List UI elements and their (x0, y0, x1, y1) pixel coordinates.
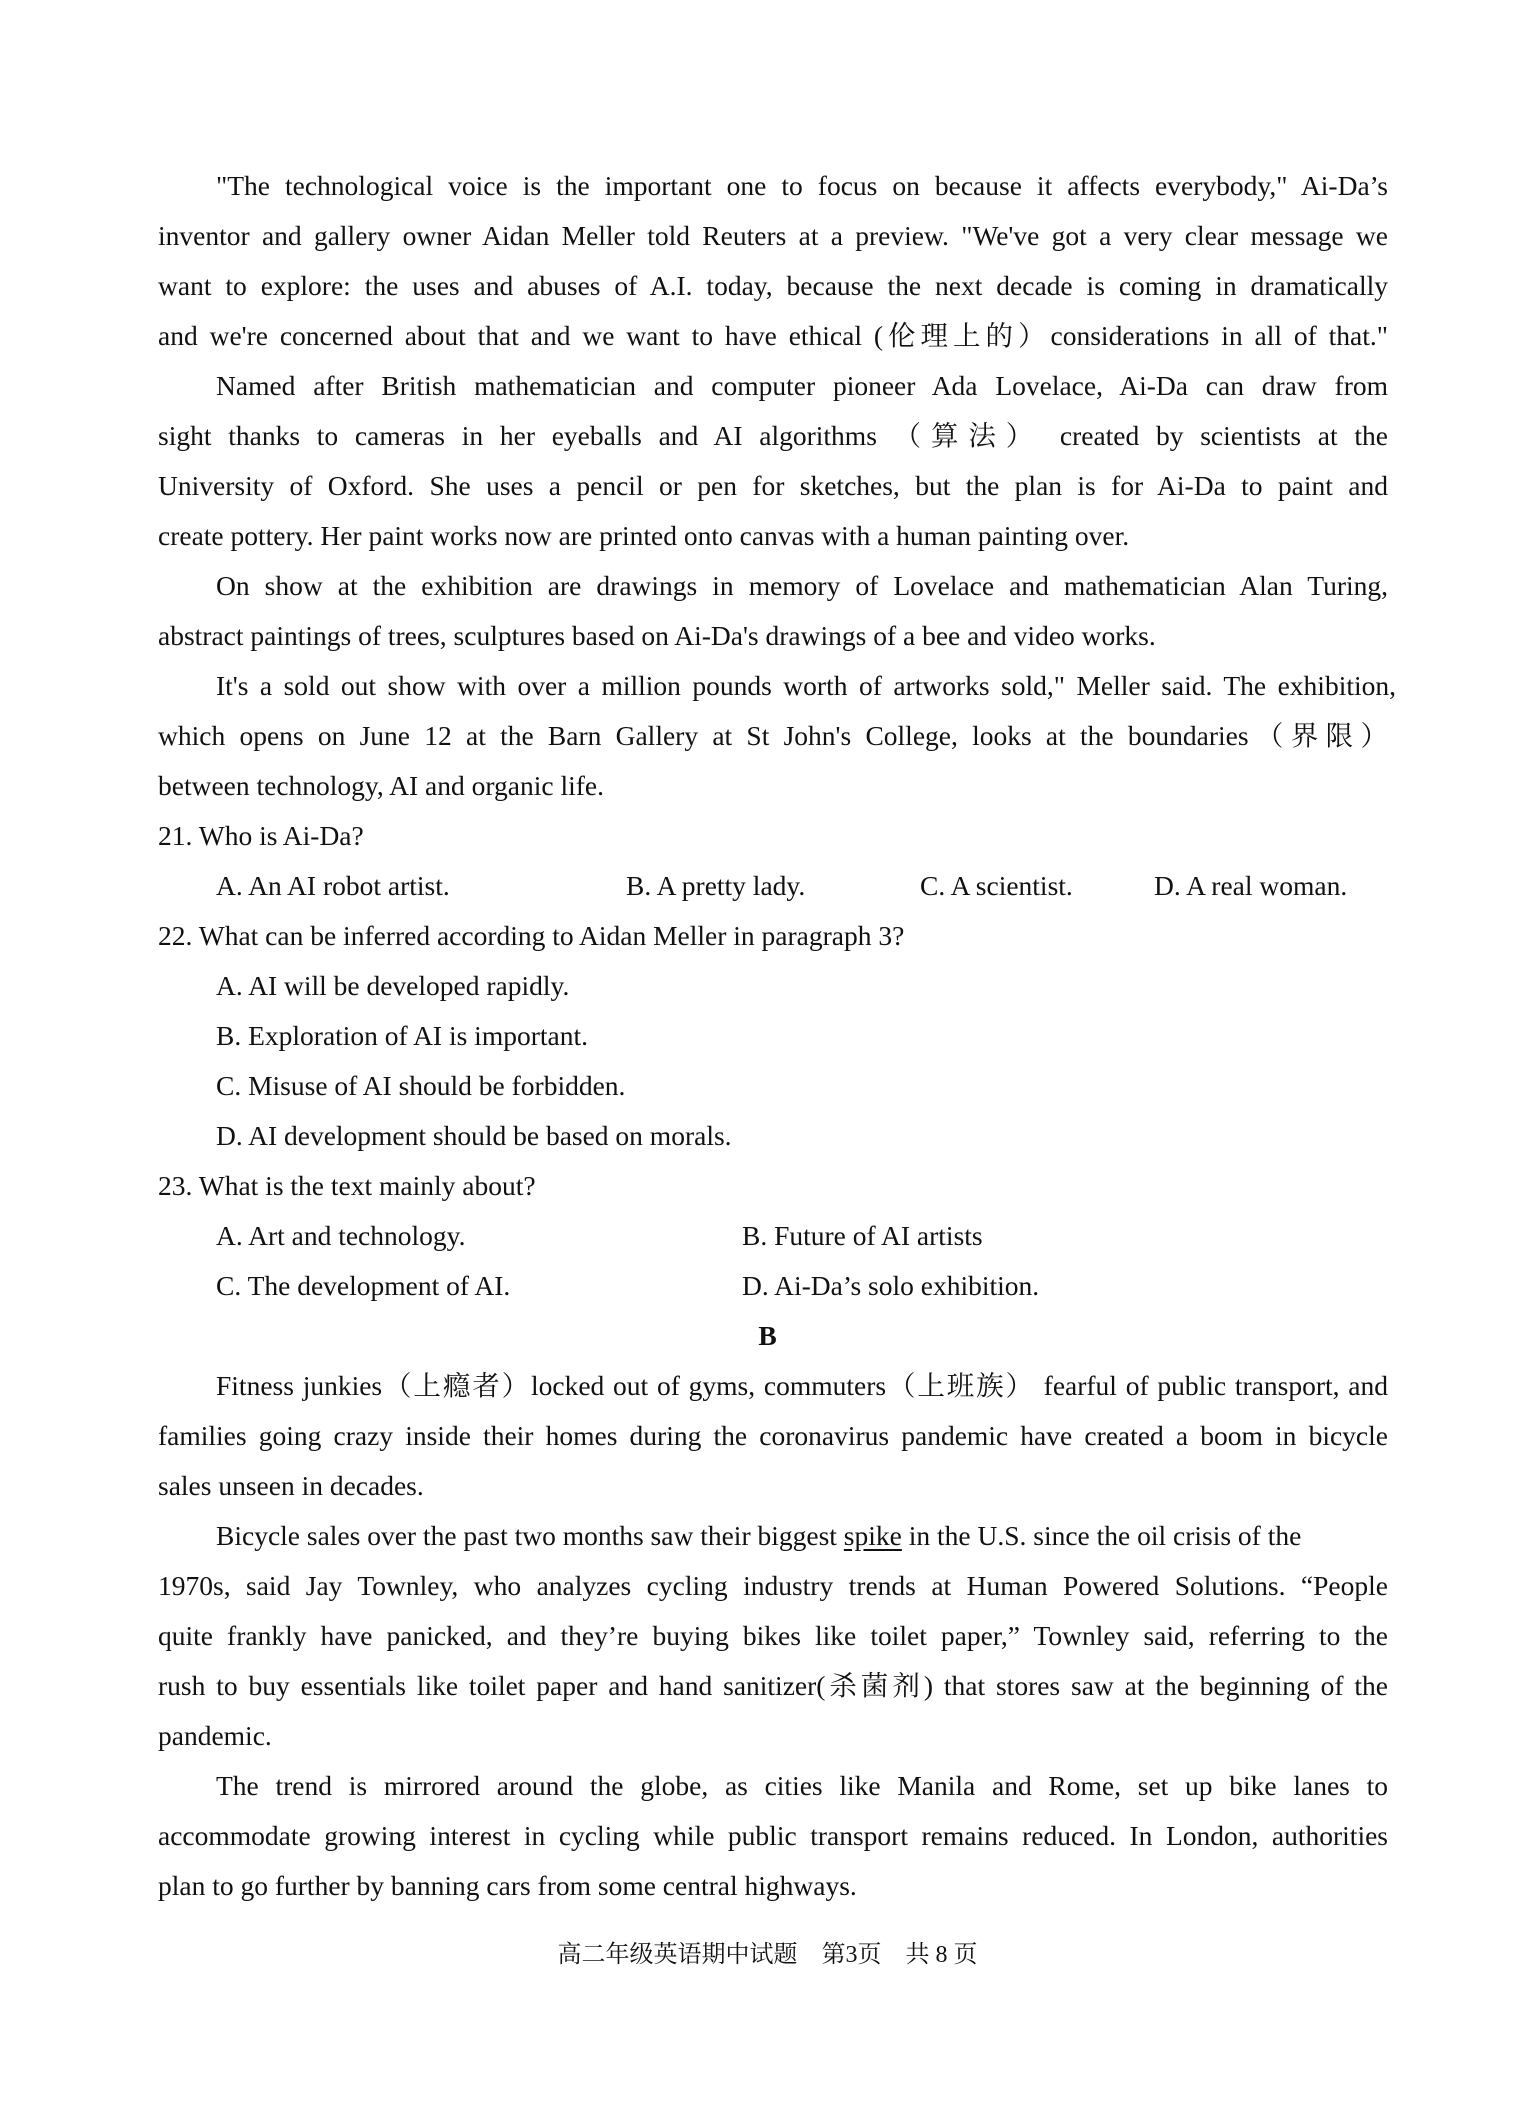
question-21-option-a: A. An AI robot artist. (216, 870, 450, 901)
paragraph-line: University of Oxford. She uses a pencil or pen for sketches, but the plan is for Ai-Da to paint and (158, 470, 1388, 501)
text-run: Bicycle sales over the past two months saw their biggest (216, 1520, 844, 1551)
section-b-heading: B (758, 1320, 777, 1351)
paragraph-line: pandemic. (158, 1720, 272, 1751)
paragraph-line: between technology, AI and organic life. (158, 770, 604, 801)
paragraph-line: plan to go further by banning cars from some central highways. (158, 1870, 857, 1901)
question-22-stem: 22. What can be inferred according to Aidan Meller in paragraph 3? (158, 920, 905, 951)
paragraph-line: abstract paintings of trees, sculptures based on Ai-Da's drawings of a bee and video works. (158, 620, 1156, 651)
paragraph-line: quite frankly have panicked, and they’re buying bikes like toilet paper,” Townley said, referring to the (158, 1620, 1388, 1651)
paragraph-line: "The technological voice is the important one to focus on because it affects everybody," Ai-Da’s (216, 170, 1388, 201)
question-22-option-a: A. AI will be developed rapidly. (216, 970, 570, 1001)
paragraph-line: Fitness junkies（上瘾者）locked out of gyms, commuters（上班族） fearful of public transport, and (216, 1370, 1388, 1401)
paragraph-line (216, 1518, 1388, 1554)
page-footer: 高二年级英语期中试题 第3页 共 8 页 (557, 1942, 978, 1968)
question-23-option-a: A. Art and technology. (216, 1220, 466, 1251)
paragraph-line: The trend is mirrored around the globe, as cities like Manila and Rome, set up bike lanes to (216, 1770, 1388, 1801)
question-22-option-b: B. Exploration of AI is important. (216, 1020, 588, 1051)
paragraph-line: It's a sold out show with over a million pounds worth of artworks sold," Meller said. The exhibition, (216, 670, 1396, 701)
question-23-option-b: B. Future of AI artists (742, 1220, 983, 1251)
paragraph-line: and we're concerned about that and we want to have ethical (伦理上的）considerations in all of that." (158, 320, 1388, 351)
question-21-option-b: B. A pretty lady. (626, 870, 806, 901)
paragraph-line: sight thanks to cameras in her eyeballs and AI algorithms （算法） created by scientists at the (158, 420, 1388, 451)
question-22-option-c: C. Misuse of AI should be forbidden. (216, 1070, 626, 1101)
paragraph-line: accommodate growing interest in cycling while public transport remains reduced. In London, authorities (158, 1820, 1388, 1851)
paragraph-line: 1970s, said Jay Townley, who analyzes cycling industry trends at Human Powered Solutions. “People (158, 1570, 1388, 1601)
paragraph-line: inventor and gallery owner Aidan Meller told Reuters at a preview. "We've got a very clear message we (158, 220, 1388, 251)
paragraph-line: which opens on June 12 at the Barn Gallery at St John's College, looks at the boundaries（界限） (158, 720, 1388, 751)
underlined-word: spike (843, 1520, 902, 1551)
text-run: in the U.S. since the oil crisis of the (901, 1520, 1302, 1551)
paragraph-line: On show at the exhibition are drawings in memory of Lovelace and mathematician Alan Turing, (216, 570, 1388, 601)
question-22-option-d: D. AI development should be based on morals. (216, 1120, 732, 1151)
question-21-stem: 21. Who is Ai-Da? (158, 820, 364, 851)
question-21-option-c: C. A scientist. (920, 870, 1073, 901)
paragraph-line: create pottery. Her paint works now are printed onto canvas with a human painting over. (158, 520, 1130, 551)
question-23-option-c: C. The development of AI. (216, 1270, 511, 1301)
paragraph-line: sales unseen in decades. (158, 1470, 424, 1501)
paragraph-line: Named after British mathematician and computer pioneer Ada Lovelace, Ai-Da can draw from (216, 370, 1388, 401)
question-21-option-d: D. A real woman. (1154, 870, 1348, 901)
paragraph-line: want to explore: the uses and abuses of A.I. today, because the next decade is coming in dramatically (158, 270, 1388, 301)
question-23-option-d: D. Ai-Da’s solo exhibition. (742, 1270, 1040, 1301)
question-23-stem: 23. What is the text mainly about? (158, 1170, 536, 1201)
paragraph-line: rush to buy essentials like toilet paper and hand sanitizer(杀菌剂) that stores saw at the beginning of the (158, 1670, 1388, 1701)
paragraph-line: families going crazy inside their homes during the coronavirus pandemic have created a boom in bicycle (158, 1420, 1388, 1451)
